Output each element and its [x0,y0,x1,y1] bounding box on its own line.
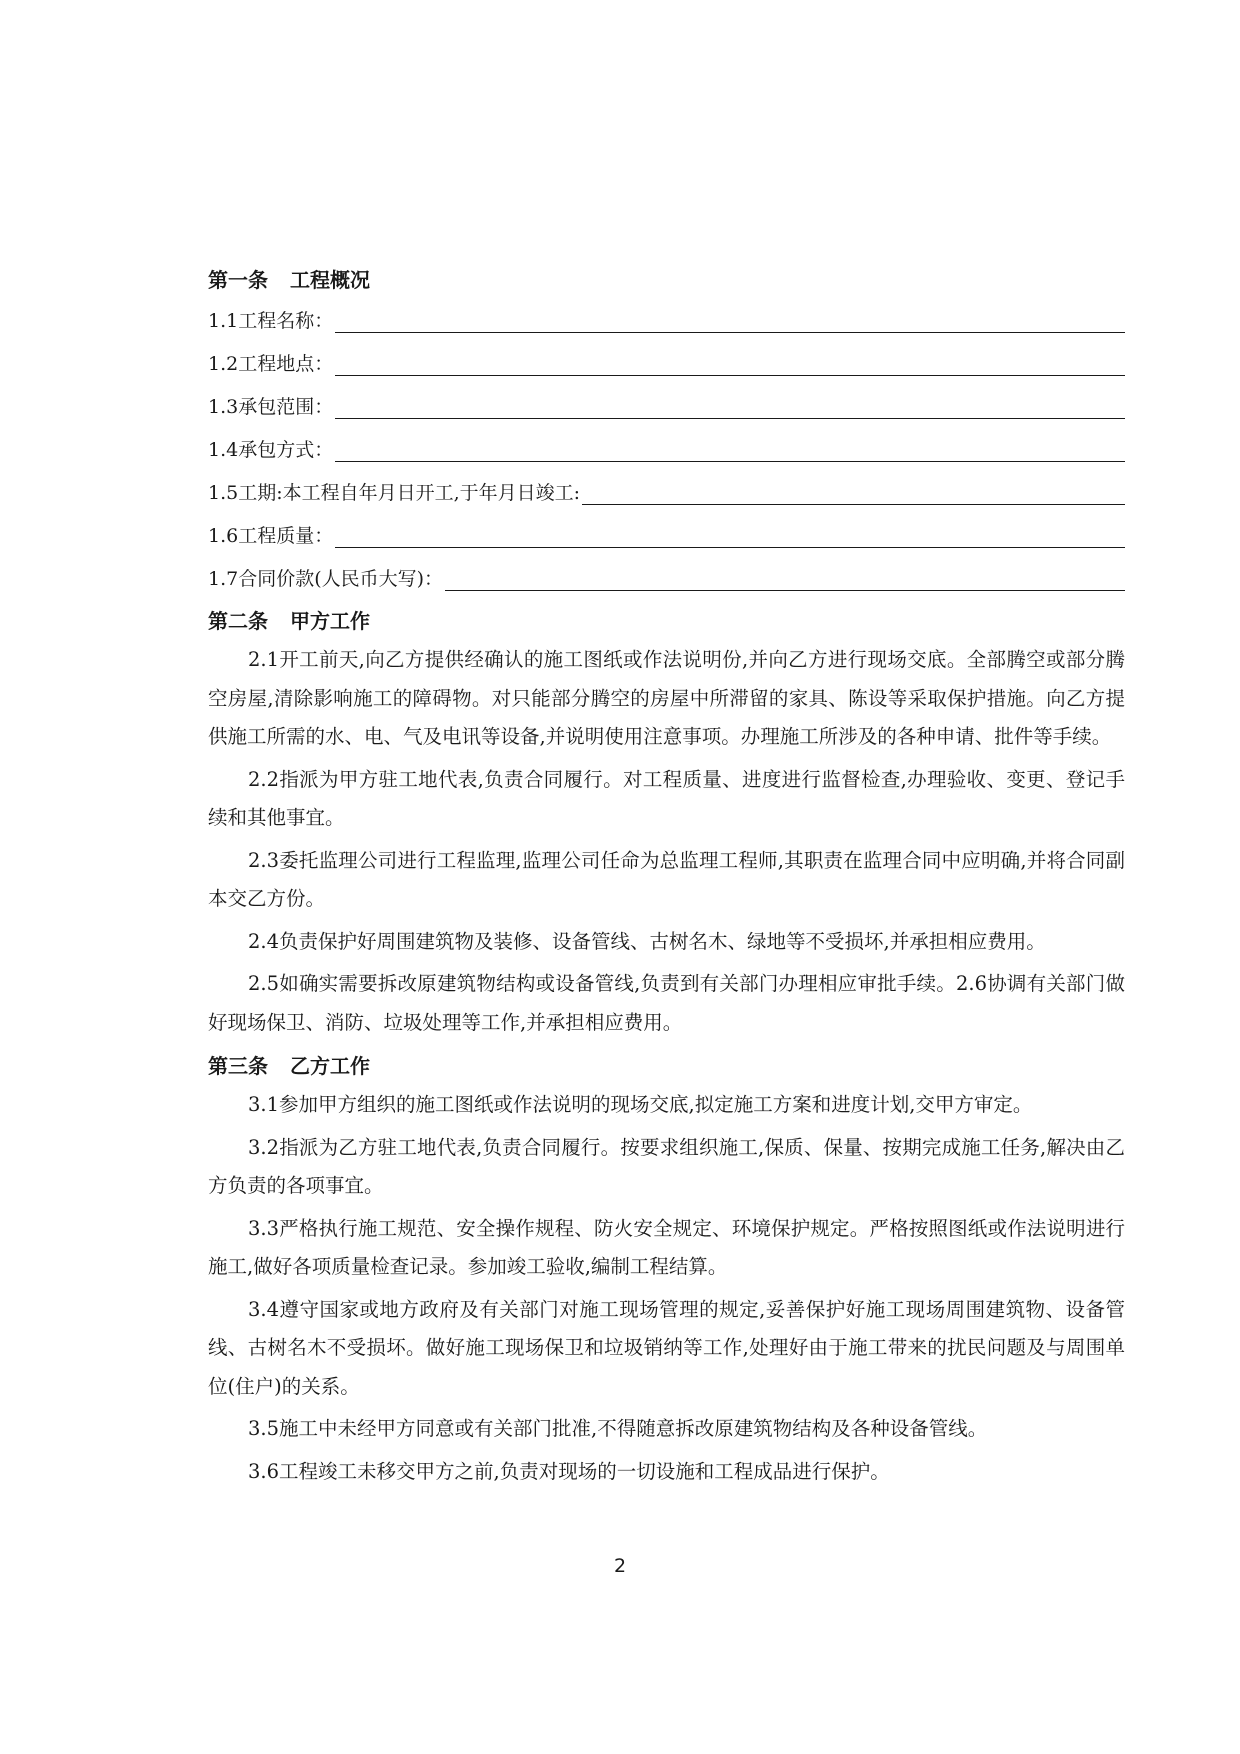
blank-line [582,504,1125,505]
paragraph: 2.4负责保护好周围建筑物及装修、设备管线、古树名木、绿地等不受损坏,并承担相应费用。 [248,929,1046,953]
section-number: 第二条 [208,609,268,633]
field-label: 1.2工程地点： [208,353,334,375]
field-label: 1.3承包范围： [208,396,334,418]
field-row [208,515,1125,558]
field-row [208,300,1125,343]
paragraph: 2.2指派为甲方驻工地代表,负责合同履行。对工程质量、进度进行监督检查,办理验收、变更、登记手续和其他事宜。 [208,767,1125,829]
paragraph: 2.1开工前天,向乙方提供经确认的施工图纸或作法说明份,并向乙方进行现场交底。全部腾空或部分腾空房屋,清除影响施工的障碍物。对只能部分腾空的房屋中所滞留的家具、陈设等采取保护措施。向乙方提供施工所需的水、电、气及电讯等设备,并说明使用注意事项。办理施工所涉及的各种申请、批件等手续。 [208,648,1125,748]
blank-line [335,375,1125,376]
section-title: 工程概况 [290,268,370,292]
paragraph: 3.4遵守国家或地方政府及有关部门对施工现场管理的规定,妥善保护好施工现场周围建筑物、设备管线、古树名木不受损坏。做好施工现场保卫和垃圾销纳等工作,处理好由于施工带来的扰民问题及与周围单位(住户)的关系。 [208,1297,1125,1398]
page-number: 2 [613,1555,627,1577]
field-label: 1.6工程质量： [208,525,334,547]
field-row [208,343,1125,386]
section-heading-3 [208,1046,1125,1086]
blank-line [335,418,1125,419]
blank-line [335,332,1125,333]
paragraph: 3.1参加甲方组织的施工图纸或作法说明的现场交底,拟定施工方案和进度计划,交甲方审定。 [248,1093,1033,1116]
section-title: 乙方工作 [290,1054,370,1078]
field-row [208,472,1125,515]
field-label: 1.7合同价款(人民币大写)： [208,568,444,590]
field-label: 1.4承包方式： [208,439,334,461]
paragraph: 3.3严格执行施工规范、安全操作规程、防火安全规定、环境保护规定。严格按照图纸或作法说明进行施工,做好各项质量检查记录。参加竣工验收,编制工程结算。 [208,1216,1125,1278]
document-body [208,260,1125,1495]
paragraph: 3.6工程竣工未移交甲方之前,负责对现场的一切设施和工程成品进行保护。 [248,1459,890,1483]
paragraph: 3.5施工中未经甲方同意或有关部门批准,不得随意拆改原建筑物结构及各种设备管线。 [248,1417,988,1440]
blank-line [335,547,1125,548]
blank-line [335,461,1125,462]
paragraph: 2.5如确实需要拆改原建筑物结构或设备管线,负责到有关部门办理相应审批手续。2.6协调有关部门做好现场保卫、消防、垃圾处理等工作,并承担相应费用。 [208,972,1125,1034]
field-label: 1.1工程名称： [208,310,334,332]
field-row [208,386,1125,429]
field-label: 1.5工期:本工程自年月日开工,于年月日竣工: [208,482,581,504]
section-number: 第一条 [208,268,268,292]
paragraph: 2.3委托监理公司进行工程监理,监理公司任命为总监理工程师,其职责在监理合同中应明确,并将合同副本交乙方份。 [208,848,1125,910]
blank-line [445,590,1125,591]
section-title: 甲方工作 [290,609,370,633]
field-row [208,429,1125,472]
section-number: 第三条 [208,1054,268,1078]
field-row [208,558,1125,601]
section-heading-1 [208,260,1125,300]
section-heading-2 [208,601,1125,641]
paragraph: 3.2指派为乙方驻工地代表,负责合同履行。按要求组织施工,保质、保量、按期完成施工任务,解决由乙方负责的各项事宜。 [208,1135,1125,1197]
